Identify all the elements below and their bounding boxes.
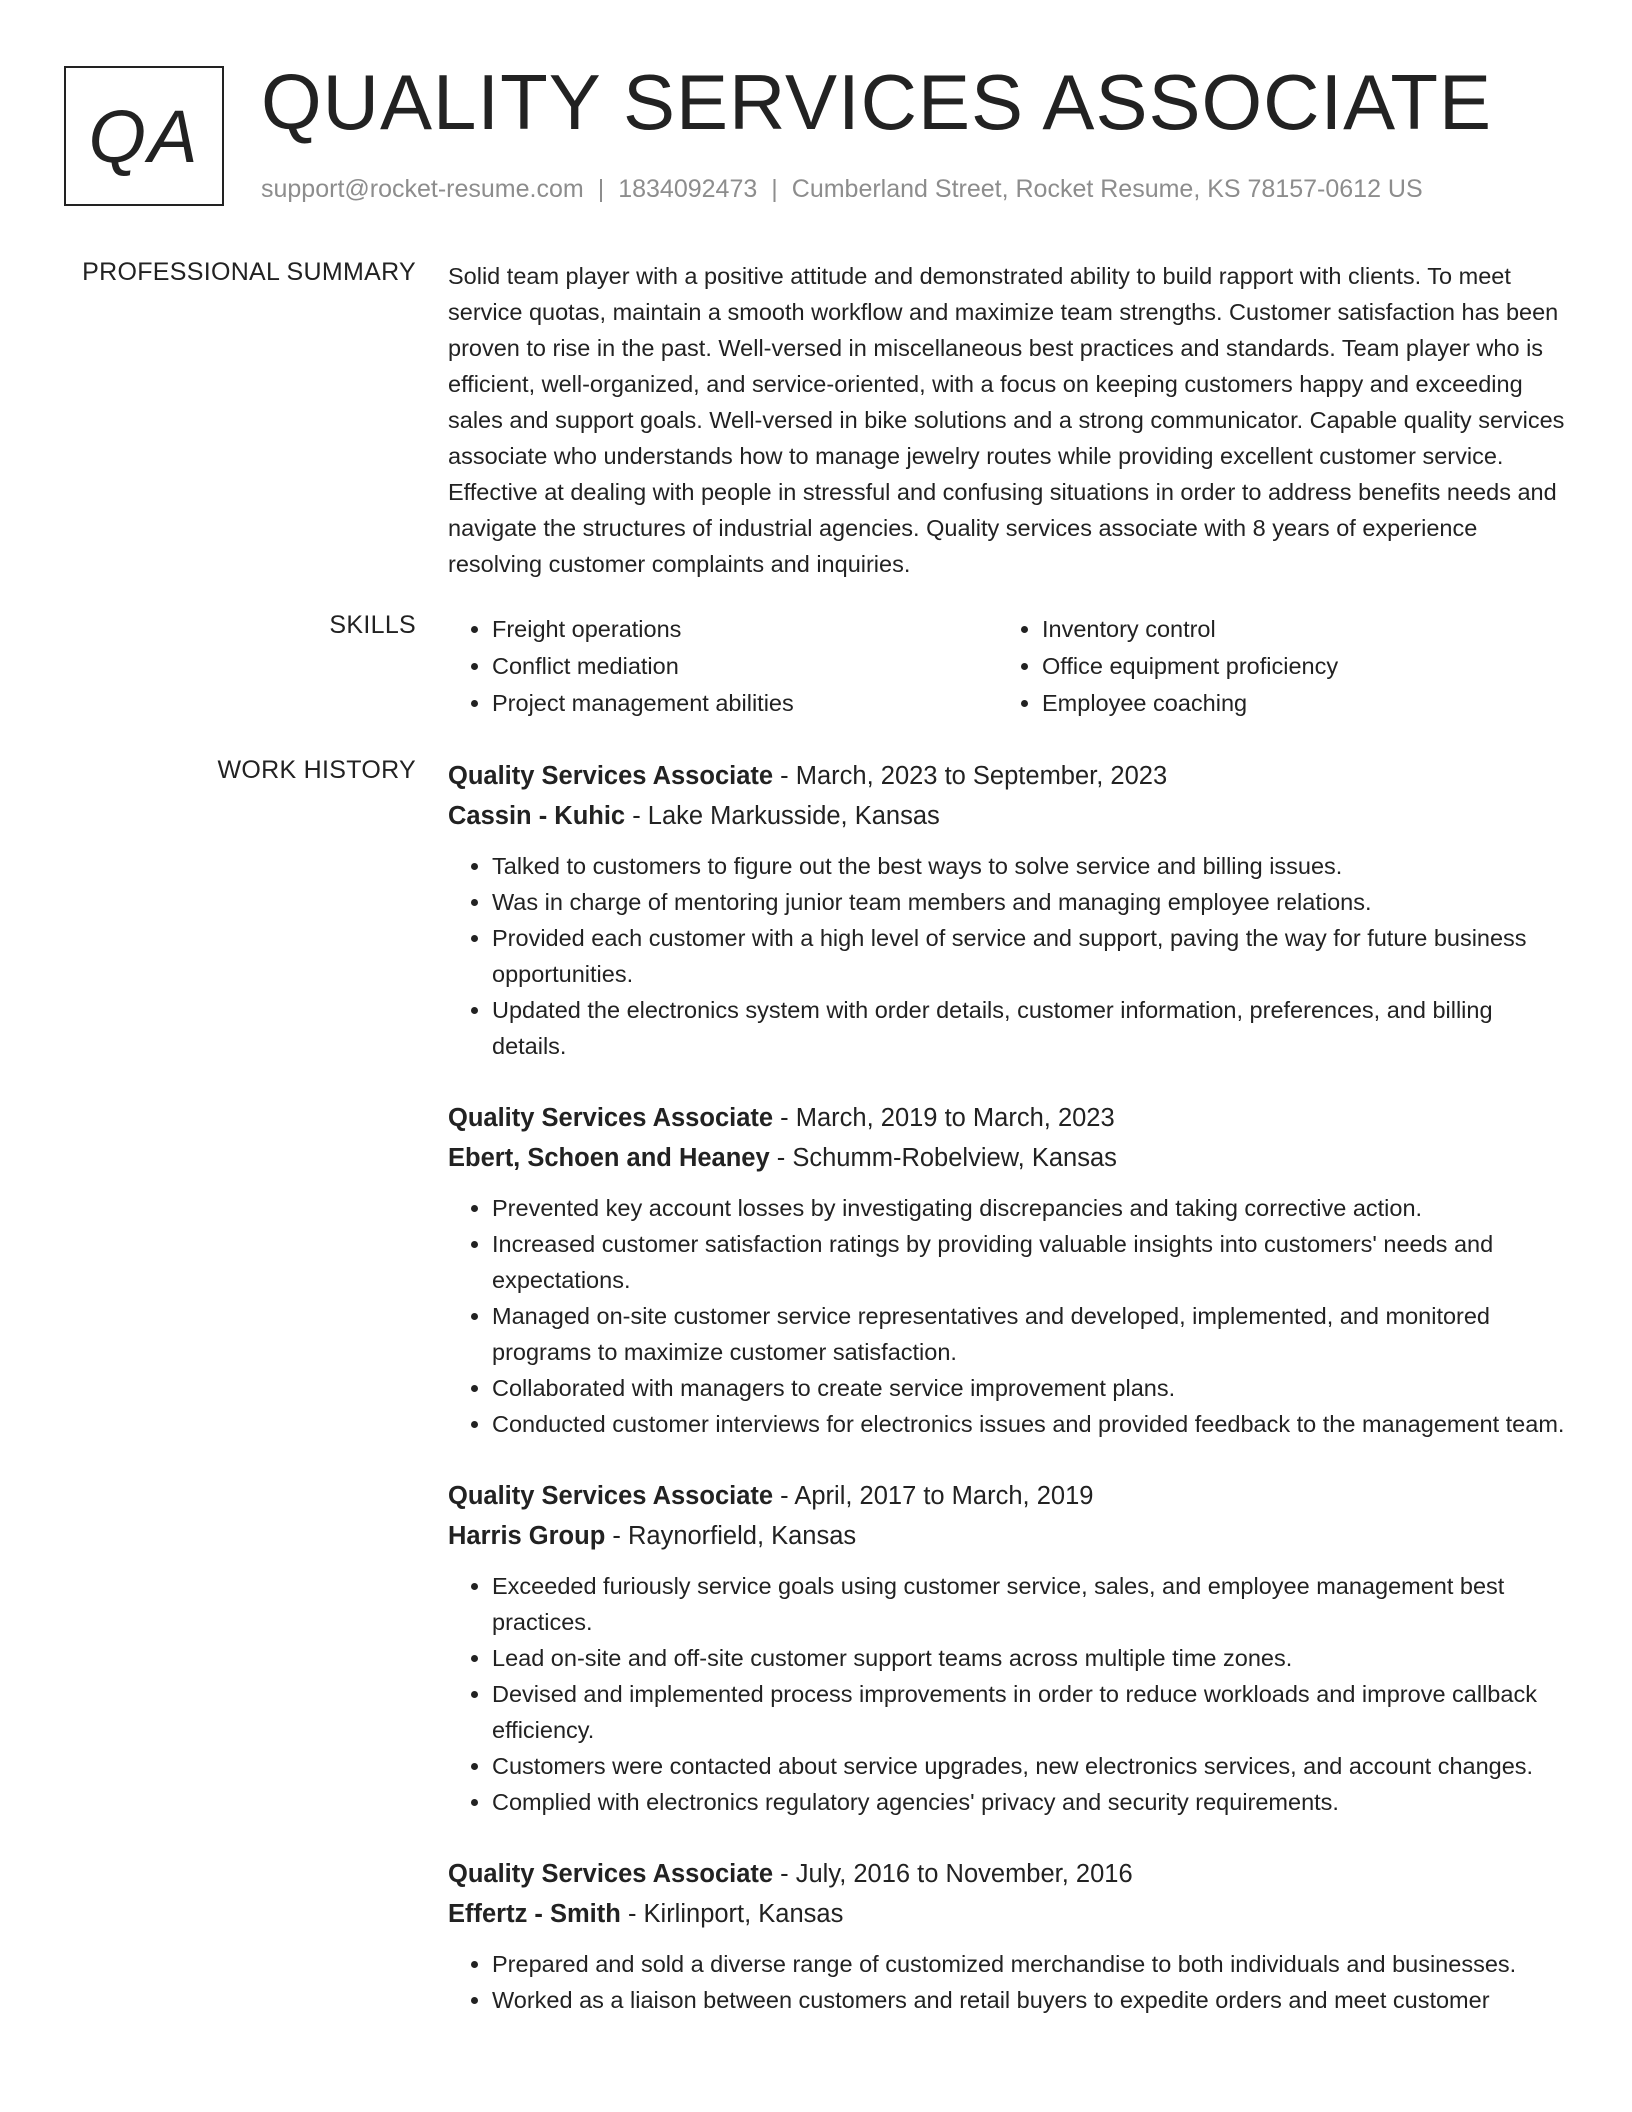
job-company: Cassin - Kuhic — [448, 802, 626, 830]
contact-separator: | — [597, 175, 605, 203]
job-company: Harris Group — [448, 1522, 606, 1550]
job-bullet: • Lead on-site and off-site customer support teams across multiple time zones. — [492, 1640, 1568, 1676]
work-history-label: WORK HISTORY — [217, 756, 416, 784]
job-dates: - April, 2017 to March, 2019 — [780, 1482, 1094, 1510]
skill-item: • Employee coaching — [1042, 685, 1548, 722]
job-company-line — [448, 796, 1568, 836]
skills-list-left — [448, 611, 998, 722]
job-bullet: • Customers were contacted about service upgrades, new electronics services, and account changes. — [492, 1748, 1568, 1784]
job-bullet: • Provided each customer with a high level of service and support, paving the way for future business opportunities. — [492, 920, 1568, 992]
job-bullet: • Complied with electronics regulatory agencies' privacy and security requirements. — [492, 1784, 1568, 1820]
skills-body — [448, 611, 1568, 722]
job-entry — [448, 1098, 1568, 1442]
summary-label: PROFESSIONAL SUMMARY — [82, 258, 416, 286]
job-bullet: • Managed on-site customer service representatives and developed, implemented, and monitored programs to maximize customer satisfaction. — [492, 1298, 1568, 1370]
job-company-line — [448, 1516, 1568, 1556]
job-location: - Lake Markusside, Kansas — [632, 802, 940, 830]
skills-grid — [448, 611, 1568, 722]
job-entry — [448, 1476, 1568, 1820]
job-bullet: • Was in charge of mentoring junior team members and managing employee relations. — [492, 884, 1568, 920]
job-location: - Schumm-Robelview, Kansas — [776, 1144, 1117, 1172]
job-entry — [448, 1854, 1568, 2018]
summary-body — [448, 258, 1568, 582]
skill-item: • Inventory control — [1042, 611, 1548, 648]
job-bullet: • Prepared and sold a diverse range of customized merchandise to both individuals and businesses. — [492, 1946, 1568, 1982]
job-bullet: • Collaborated with managers to create service improvement plans. — [492, 1370, 1568, 1406]
job-company: Effertz - Smith — [448, 1900, 621, 1928]
skill-item: • Freight operations — [492, 611, 998, 648]
job-title: Quality Services Associate — [448, 1860, 774, 1888]
skill-item: • Office equipment proficiency — [1042, 648, 1548, 685]
contact-phone: 1834092473 — [618, 175, 758, 203]
job-bullet: • Devised and implemented process improvements in order to reduce workloads and improve callback efficiency. — [492, 1676, 1568, 1748]
contact-address: Cumberland Street, Rocket Resume, KS 78157-0612 US — [791, 175, 1423, 203]
job-title-line — [448, 1476, 1568, 1516]
job-bullets — [448, 1946, 1568, 2018]
contact-separator: | — [771, 175, 778, 203]
work-history-body — [448, 756, 1568, 2052]
contact-email: support@rocket-resume.com — [261, 175, 584, 203]
contact-line — [261, 175, 1423, 204]
job-bullets — [448, 1568, 1568, 1820]
job-bullet: • Prevented key account losses by investigating discrepancies and taking corrective action. — [492, 1190, 1568, 1226]
job-entry — [448, 756, 1568, 1064]
job-company: Ebert, Schoen and Heaney — [448, 1144, 770, 1172]
skill-item: • Project management abilities — [492, 685, 998, 722]
skill-item: • Conflict mediation — [492, 648, 998, 685]
monogram-initials: QA — [88, 94, 200, 178]
job-bullet: • Exceeded furiously service goals using customer service, sales, and employee management best practices. — [492, 1568, 1568, 1640]
job-location: - Kirlinport, Kansas — [627, 1900, 844, 1928]
job-bullet: • Worked as a liaison between customers and retail buyers to expedite orders and meet customer — [492, 1982, 1568, 2018]
job-bullets — [448, 848, 1568, 1064]
job-bullet: • Increased customer satisfaction ratings by providing valuable insights into customers' needs and expectations. — [492, 1226, 1568, 1298]
job-title-line — [448, 1854, 1568, 1894]
summary-text: Solid team player with a positive attitude and demonstrated ability to build rapport with clients. To meet service quotas, maintain a smooth workflow and maximize team strengths. Customer satisfaction has been proven to rise in the past. Well-versed in miscellaneous best practices and standards. Team player who is efficient, well-organized, and service-oriented, with a focus on keeping customers happy and exceeding sales and support goals. Well-versed in bike solutions and a strong communicator. Capable quality services associate who understands how to manage jewelry routes while providing excellent customer service. Effective at dealing with people in stressful and confusing situations in order to address benefits needs and navigate the structures of industrial agencies. Quality services associate with 8 years of experience resolving customer complaints and inquiries. — [448, 263, 1565, 577]
job-bullets — [448, 1190, 1568, 1442]
job-dates: - July, 2016 to November, 2016 — [780, 1860, 1133, 1888]
job-company-line — [448, 1894, 1568, 1934]
job-bullet: • Conducted customer interviews for electronics issues and provided feedback to the management team. — [492, 1406, 1568, 1442]
skills-list-right — [998, 611, 1548, 722]
job-bullet: • Talked to customers to figure out the best ways to solve service and billing issues. — [492, 848, 1568, 884]
job-location: - Raynorfield, Kansas — [612, 1522, 857, 1550]
job-title: Quality Services Associate — [448, 1104, 774, 1132]
skills-label: SKILLS — [329, 611, 416, 639]
monogram-badge — [64, 66, 224, 206]
job-title: Quality Services Associate — [448, 1482, 774, 1510]
job-title: Quality Services Associate — [448, 762, 774, 790]
job-bullet: • Updated the electronics system with order details, customer information, preferences, and billing details. — [492, 992, 1568, 1064]
job-title-line — [448, 1098, 1568, 1138]
job-title-line — [448, 756, 1568, 796]
resume-title: QUALITY SERVICES ASSOCIATE — [261, 58, 1493, 146]
job-dates: - March, 2019 to March, 2023 — [780, 1104, 1115, 1132]
job-dates: - March, 2023 to September, 2023 — [780, 762, 1168, 790]
job-company-line — [448, 1138, 1568, 1178]
